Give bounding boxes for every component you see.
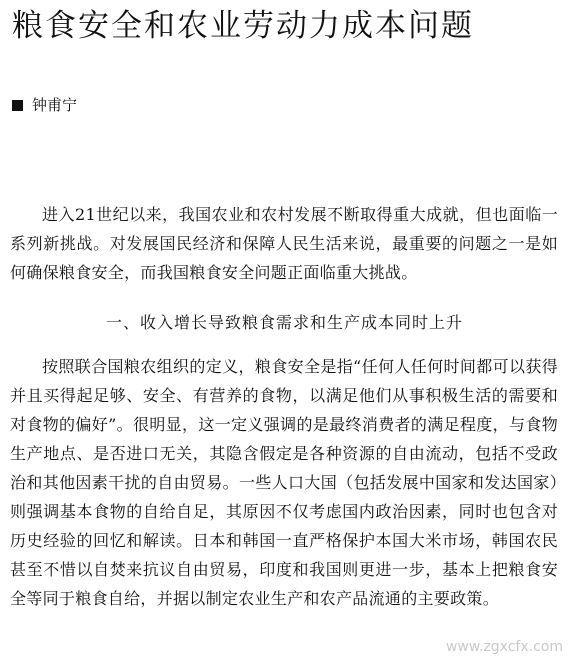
square-bullet-icon bbox=[12, 100, 23, 111]
author-line bbox=[12, 95, 77, 115]
body-paragraph: 按照联合国粮农组织的定义，粮食安全是指“任何人任何时间都可以获得并且买得起足够、安全、有营养的食物，以满足他们从事积极生活的需要和对食物的偏好”。很明显，这一定义强调的是最终消费者的满足程度，与食物生产地点、是否进口无关，其隐含假定是各种资源的自由流动，包括不受政治和其他因素干扰的自由贸易。一些人口大国（包括发展中国家和发达国家）则强调基本食物的自给自足，其原因不仅考虑国内政治因素，同时也包含对历史经验的回忆和解读。日本和韩国一直严格保护本国大米市场，韩国农民甚至不惜以自焚来抗议自由贸易，印度和我国则更进一步，基本上把粮食安全等同于粮食自给，并据以制定农业生产和农产品流通的主要政策。 bbox=[10, 357, 558, 608]
author-name: 钟甫宁 bbox=[32, 96, 78, 114]
article-title: 粮食安全和农业劳动力成本问题 bbox=[12, 8, 474, 44]
section-heading: 一、收入增长导致粮食需求和生产成本同时上升 bbox=[105, 313, 463, 332]
site-watermark: www.zgxcfx.com bbox=[445, 639, 563, 655]
intro-paragraph: 进入21世纪以来，我国农业和农村发展不断取得重大成就，但也面临一系列新挑战。对发展国民经济和保障人民生活来说，最重要的问题之一是如何确保粮食安全，而我国粮食安全问题正面临重大挑战。 bbox=[10, 205, 558, 282]
